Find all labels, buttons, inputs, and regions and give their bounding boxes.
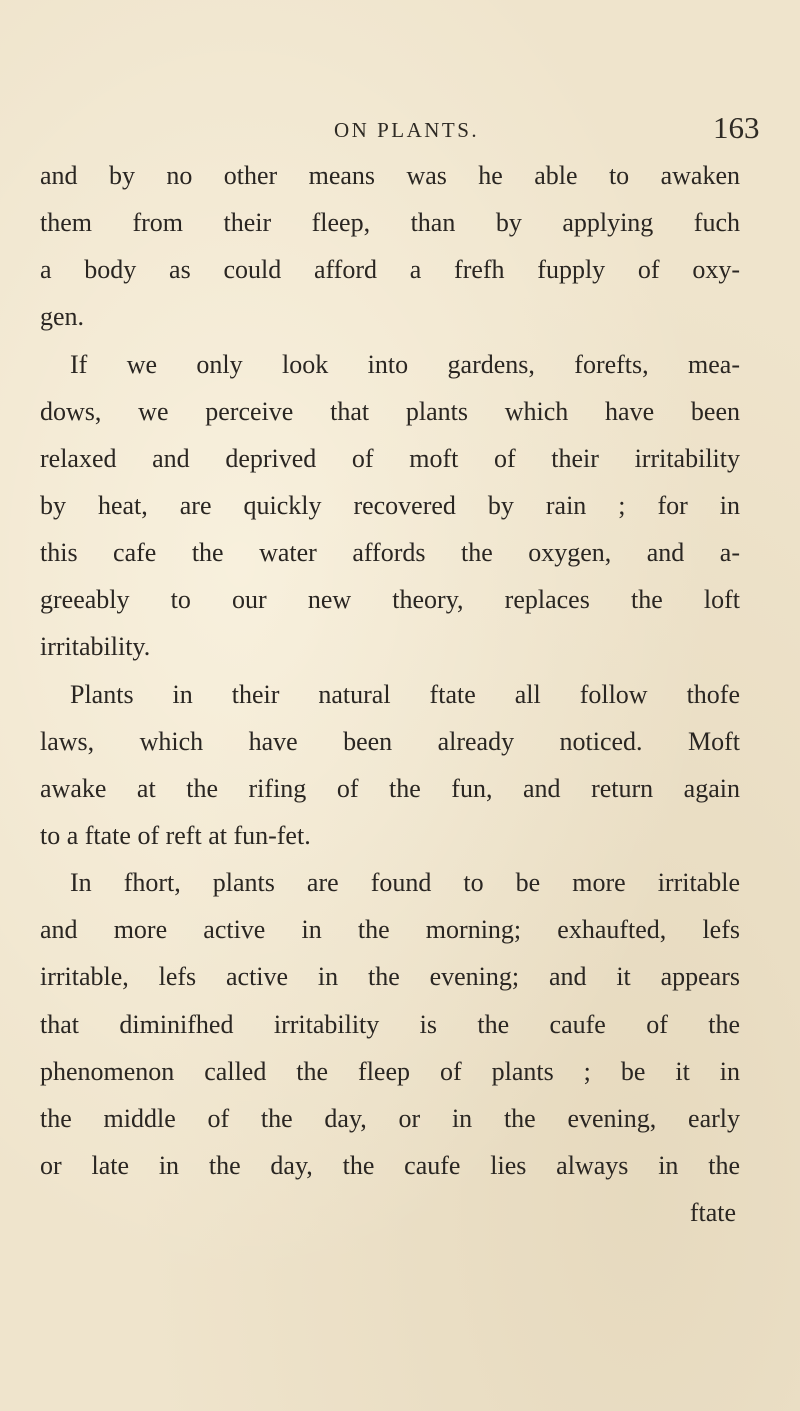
text-line: this cafe the water affords the oxygen, and a- <box>40 538 740 568</box>
text-line: phenomenon called the fleep of plants ; be it in <box>40 1056 740 1086</box>
text-line: awake at the rifing of the fun, and return again <box>40 773 740 803</box>
text-line: Plants in their natural ftate all follow thofe <box>70 679 740 709</box>
running-head <box>0 110 800 150</box>
text-line: that diminifhed irritability is the caufe of the <box>40 1009 740 1039</box>
text-line: a body as could afford a frefh fupply of oxy- <box>40 255 740 285</box>
text-line: the middle of the day, or in the evening, early <box>40 1103 740 1133</box>
text-line: irritable, lefs active in the evening; and it appears <box>40 962 740 992</box>
text-line: dows, we perceive that plants which have been <box>40 396 740 426</box>
text-line: them from their fleep, than by applying fuch <box>40 208 740 238</box>
text-line: and more active in the morning; exhaufted, lefs <box>40 915 740 945</box>
text-line: In fhort, plants are found to be more irritable <box>70 868 740 898</box>
text-line: gen. <box>40 302 85 332</box>
page-number: 163 <box>713 110 760 145</box>
text-line: or late in the day, the caufe lies always in the <box>40 1150 740 1180</box>
catchword: ftate <box>689 1198 736 1228</box>
body-text <box>40 152 740 1236</box>
text-line: greeably to our new theory, replaces the loft <box>40 585 740 615</box>
text-line: If we only look into gardens, forefts, mea- <box>70 349 740 379</box>
text-line: relaxed and deprived of moft of their irritability <box>40 443 740 473</box>
text-line: laws, which have been already noticed. Moft <box>40 726 740 756</box>
text-line: by heat, are quickly recovered by rain ; for in <box>40 490 740 520</box>
text-line: irritability. <box>40 632 151 662</box>
running-title: ON PLANTS. <box>334 118 480 142</box>
text-line: and by no other means was he able to awaken <box>40 161 740 190</box>
text-line: to a ftate of reft at fun-fet. <box>40 820 311 850</box>
